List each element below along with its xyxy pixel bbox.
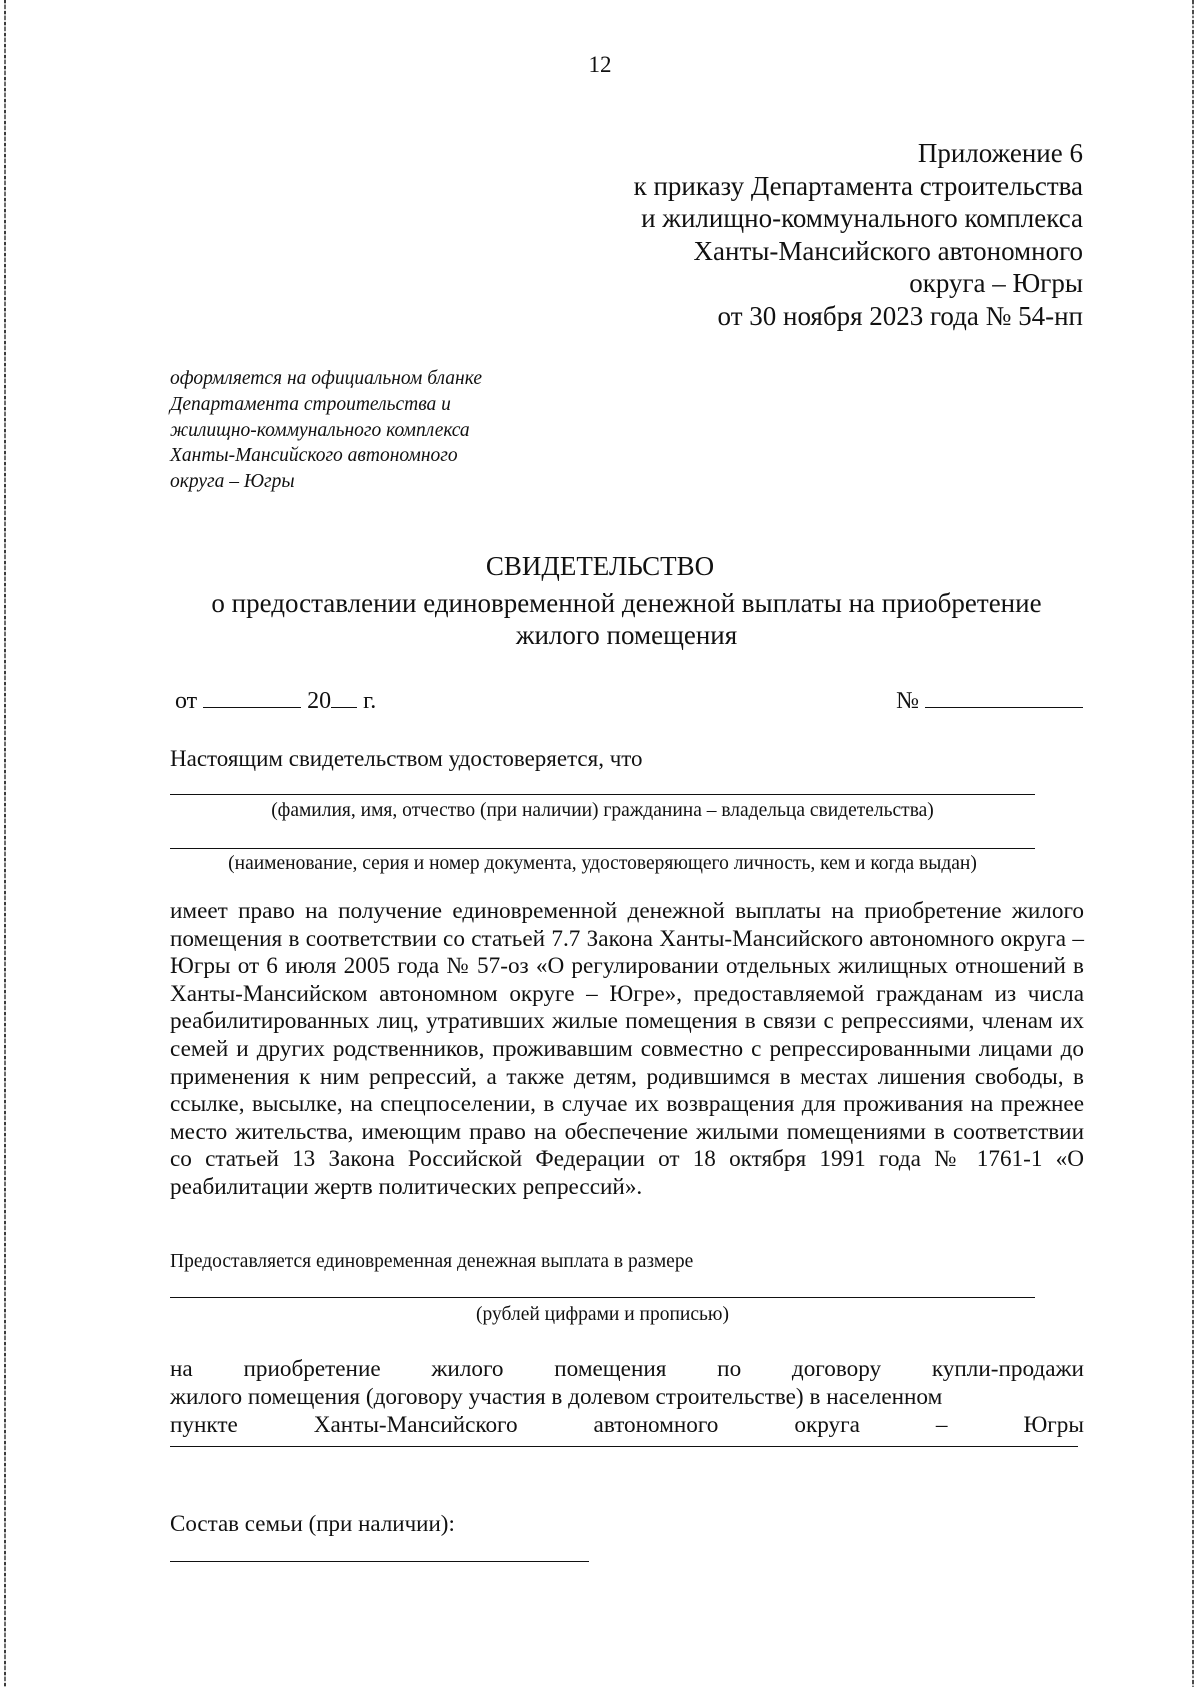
appendix-line: Приложение 6 (917, 138, 1083, 168)
amount-caption: (рублей цифрами и прописью) (476, 1304, 729, 1325)
fio-caption: (фамилия, имя, отчество (при наличии) гражданина – владельца свидетельства) (271, 800, 934, 821)
payment-provided-text: Предоставляется единовременная денежная выплата в размере (170, 1251, 694, 1272)
blank-note-line: Департамента строительства и (170, 393, 451, 415)
purchase-line-3 (170, 1411, 1084, 1439)
word: купли-продажи (931, 1356, 1084, 1382)
purchase-line-2: жилого помещения (договору участия в долевом строительстве) в населенном (170, 1384, 943, 1410)
appendix-line: округа – Югры (909, 268, 1083, 299)
word: – (935, 1412, 948, 1438)
word: договору (791, 1356, 882, 1382)
word: Югры (1023, 1412, 1084, 1438)
word: жилого (431, 1356, 504, 1382)
blank-note-line: оформляется на официальном бланке (170, 368, 482, 389)
appendix-line: к приказу Департамента строительства (633, 170, 1083, 201)
blank-note-line: жилищно-коммунального комплекса (170, 419, 470, 441)
date-day-month-field[interactable] (203, 687, 301, 708)
settlement-field-line[interactable] (170, 1446, 1078, 1447)
date-year-prefix: 20 (307, 688, 332, 714)
word: Ханты-Мансийского (313, 1412, 518, 1438)
certificate-number-field[interactable] (925, 687, 1083, 708)
word: приобретение (243, 1356, 381, 1382)
number-row (896, 687, 1083, 715)
word: помещения (554, 1356, 667, 1382)
appendix-line: Ханты-Мансийского автономного (693, 235, 1083, 266)
scan-edge-left (4, 0, 6, 1687)
blank-note-line: Ханты-Мансийского автономного (170, 445, 458, 467)
date-prefix: от (175, 688, 198, 714)
fio-field-line[interactable] (170, 794, 1035, 795)
appendix-header (634, 137, 1083, 333)
number-sign: № (896, 688, 919, 714)
document-caption: (наименование, серия и номер документа, удостоверяющего личность, кем и когда выдан) (228, 853, 977, 874)
word: на (170, 1356, 193, 1382)
intro-text: Настоящим свидетельством удостоверяется, что (170, 746, 643, 771)
word: по (717, 1356, 742, 1382)
document-title: СВИДЕТЕЛЬСТВО (485, 551, 715, 581)
date-row (175, 687, 376, 715)
date-suffix: г. (363, 688, 377, 714)
family-composition-label: Состав семьи (при наличии): (170, 1511, 455, 1536)
appendix-line: от 30 ноября 2023 года № 54-нп (717, 300, 1083, 331)
purchase-text (170, 1355, 1084, 1439)
appendix-line: и жилищно-коммунального комплекса (641, 203, 1083, 234)
amount-field-line[interactable] (170, 1297, 1035, 1298)
word: пункте (170, 1412, 238, 1438)
purchase-line-1 (170, 1355, 1084, 1383)
word: округа (794, 1412, 860, 1438)
official-blank-note (170, 366, 482, 495)
page-number: 12 (588, 52, 612, 77)
blank-note-line: округа – Югры (170, 471, 295, 493)
document-field-line[interactable] (170, 848, 1035, 849)
word: автономного (593, 1412, 719, 1438)
document-subtitle: о предоставлении единовременной денежной выплаты на приобретение жилого помещения (211, 588, 1042, 650)
main-text: имеет право на получение единовременной денежной выплаты на приобретение жилого помещения в соответствии со статьей 7.7 Закона Ханты-Мансийского автономного округа – Югры от 6 июля 2005 года № 57-оз «О регулировании отдельных жилищных отношений в Ханты-Мансийском автономном округе – Югре», предоставляемой гражданам из числа реабилитированных лиц, утративших жилые помещения в связи с репрессиями, членам их семей и других родственников, проживавшим совместно с репрессированными лицами до применения к ним репрессий, а также детям, родившимся в местах лишения свободы, в ссылке, высылке, на спецпоселении, в случае их возвращения для проживания на прежнее место жительства, имеющим право на обеспечение жилыми помещениями в соответствии со статьей 13 Закона Российской Федерации от 18 октября 1991 года № 1761-1 «О реабилитации жертв политических репрессий». (170, 898, 1084, 1200)
family-field-line[interactable] (170, 1561, 589, 1562)
date-year-field[interactable] (331, 687, 357, 708)
scan-edge-right (1192, 0, 1194, 1687)
